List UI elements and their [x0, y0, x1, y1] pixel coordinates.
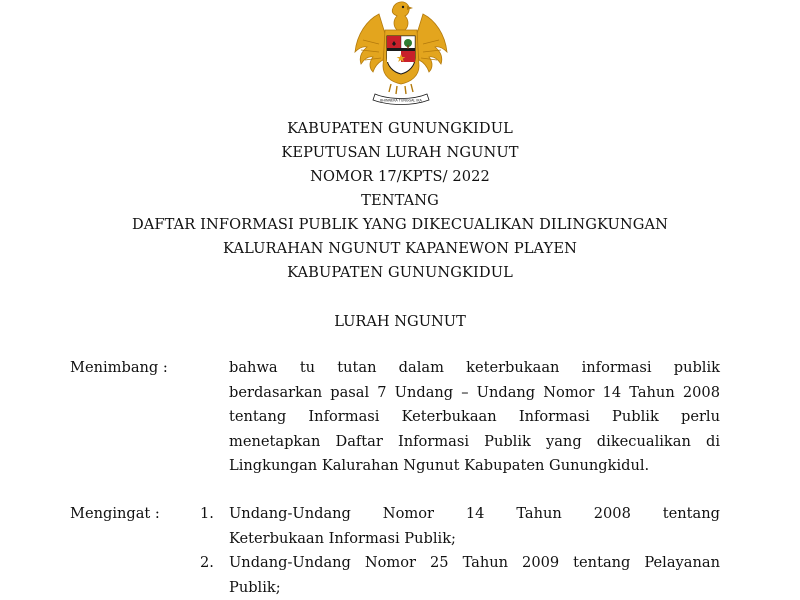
mengingat-item-2-line-1: Undang-Undang Nomor 25 Tahun 2009 tentang Pelayanan — [229, 551, 720, 576]
garuda-emblem-icon — [349, 0, 453, 108]
menimbang-line-5: Lingkungan Kalurahan Ngunut Kabupaten Gunungkidul. — [229, 454, 720, 479]
menimbang-line-4: menetapkan Daftar Informasi Publik yang dikecualikan di — [229, 430, 720, 455]
mengingat-item-2-line-2: Publik; — [229, 576, 720, 600]
document-header — [0, 117, 800, 285]
mengingat-item-2 — [229, 551, 720, 600]
mengingat-item-1-line-1: Undang-Undang Nomor 14 Tahun 2008 tentang — [229, 502, 720, 527]
mengingat-label: Mengingat : — [70, 502, 160, 526]
header-subject-line-3: KABUPATEN GUNUNGKIDUL — [0, 261, 800, 285]
header-decree-title: KEPUTUSAN LURAH NGUNUT — [0, 141, 800, 165]
menimbang-label: Menimbang : — [70, 356, 168, 380]
menimbang-line-2: berdasarkan pasal 7 Undang – Undang Nomor 14 Tahun 2008 — [229, 381, 720, 406]
menimbang-text — [229, 356, 720, 479]
mengingat-item-number-2: 2. — [200, 551, 214, 575]
mengingat-item-1 — [229, 502, 720, 551]
header-regency: KABUPATEN GUNUNGKIDUL — [0, 117, 800, 141]
header-about: TENTANG — [0, 189, 800, 213]
header-subject-line-1: DAFTAR INFORMASI PUBLIK YANG DIKECUALIKAN DILINGKUNGAN — [0, 213, 800, 237]
header-subject-line-2: KALURAHAN NGUNUT KAPANEWON PLAYEN — [0, 237, 800, 261]
header-decree-number: NOMOR 17/KPTS/ 2022 — [0, 165, 800, 189]
issuing-official: LURAH NGUNUT — [0, 310, 800, 334]
menimbang-line-1: bahwa tu tutan dalam keterbukaan informasi publik — [229, 356, 720, 381]
mengingat-item-1-line-2: Keterbukaan Informasi Publik; — [229, 527, 720, 552]
menimbang-line-3: tentang Informasi Keterbukaan Informasi Publik perlu — [229, 405, 720, 430]
mengingat-item-number-1: 1. — [200, 502, 214, 526]
emblem-motto: BHINNEKA TUNGGAL IKA — [380, 99, 422, 103]
